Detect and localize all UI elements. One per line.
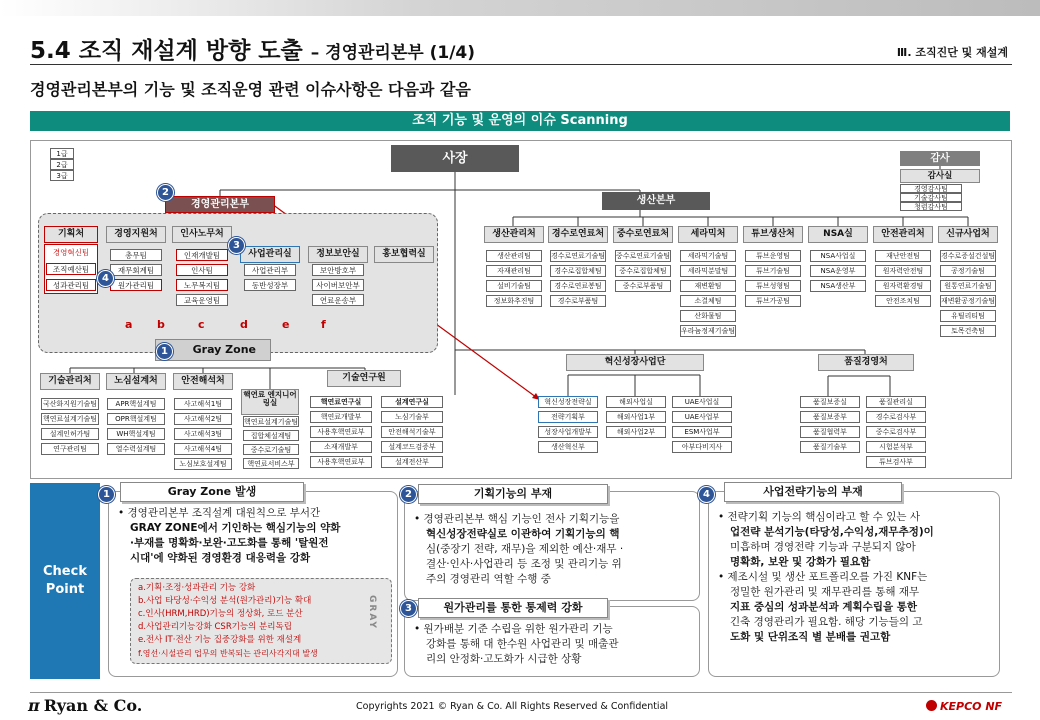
check-card-2-text: • 경영관리본부 핵심 기능인 전사 기획기능을 혁신성장전략실로 이관하여 기획기능의 핵 심(중장기 전략, 재무)을 제외한 예산·재무 · 결산·인사·사업관리 등 조정 및 관리기능 위 주의 경영관리 역할 수행 중 <box>414 512 696 587</box>
kepco-logo <box>926 700 1002 713</box>
c4-line: 도화 및 단위조직 별 분배를 권고함 <box>730 631 891 643</box>
marker-1: 1 <box>156 343 173 360</box>
audit-team: 청렴감사팀 <box>900 202 962 211</box>
innovation-group: 혁신성장사업단 <box>566 354 704 371</box>
gray-letter: e <box>282 318 290 331</box>
c4-line: 정밀한 원가관리 및 재무관리를 통해 재무 <box>730 586 920 598</box>
team-item: 품질보증실 <box>800 396 860 408</box>
check-num-4: 4 <box>698 486 715 503</box>
team-item: 재무회계팀 <box>110 264 162 276</box>
team-item: OPR핵설계팀 <box>107 413 165 425</box>
c1-line: GRAY ZONE에서 기인하는 핵심기능의 약화 <box>130 522 341 534</box>
team-item: 사고해석4팀 <box>174 443 232 455</box>
team-item: 중수로기술팀 <box>243 444 299 455</box>
team-item: 노심보호설계팀 <box>174 458 232 470</box>
team-item: 설계전산부 <box>381 456 443 468</box>
team-item: 세라믹분말팀 <box>680 265 736 277</box>
c1-line: 경영관리본부 조직설계 대원칙으로 부서간 <box>127 507 321 519</box>
team-item: 원가관리팀 <box>110 279 162 291</box>
c4-line: 명확화, 보완 및 강화가 필요함 <box>730 556 871 568</box>
team-item: 재변환팀 <box>680 280 736 292</box>
team-item: 튜브운영팀 <box>745 250 801 262</box>
team-item: 핵연료연구실 <box>310 396 372 408</box>
title-sub: – 경영관리본부 (1/4) <box>310 43 476 63</box>
team-item: 재난안전팀 <box>875 250 931 262</box>
marker-4: 4 <box>97 270 114 287</box>
gray-letter: f <box>321 318 326 331</box>
team-item: 튜브성형팀 <box>745 280 801 292</box>
c3-line: 리의 안정화·고도화가 시급한 상황 <box>426 653 582 665</box>
gray-item: b.사업 타당성·수익성 분석(원가관리)기능 확대 <box>138 596 312 606</box>
team-item: ESM사업부 <box>672 426 732 438</box>
team-item: 경영혁신팀 <box>46 247 96 259</box>
team-item: 전략기획부 <box>538 411 598 423</box>
team-item: 성장사업개발부 <box>538 426 598 438</box>
c2-line: 결산·인사·사업관리 등 조정 및 관리기능 위 <box>426 558 622 570</box>
team-item: 핵연료서비스부 <box>243 458 299 469</box>
marker-2: 2 <box>157 184 174 201</box>
prod-division: 생산관리처 <box>484 226 544 243</box>
team-item: 중수로검사부 <box>866 426 926 438</box>
prod-division: 중수로연료처 <box>613 226 673 243</box>
check-card-3-text: • 원가배분 기준 수립을 위한 원가관리 기능 강화를 통해 대 한수원 사업관리 및 매출관 리의 안정화·고도화가 시급한 상황 <box>414 622 696 667</box>
team-item: 자재관리팀 <box>486 265 542 277</box>
team-item: 설비기술팀 <box>486 280 542 292</box>
team-item: 연료운송부 <box>312 294 364 306</box>
team-item: 경수로집합체팀 <box>550 265 606 277</box>
check-card-2-title: 기획기능의 부재 <box>418 484 608 504</box>
c1-line: ·부재를 명확화·보완·고도화를 통해 '탈원전 <box>130 537 329 549</box>
team-item: 중수로부품팀 <box>615 280 671 292</box>
div-pr: 홍보협력실 <box>374 246 434 263</box>
team-item: 해외사업2부 <box>606 426 666 438</box>
prod-division: 신규사업처 <box>938 226 998 243</box>
title-main: 5.4 조직 재설계 방향 도출 <box>30 38 303 64</box>
c4-line: 제조시설 및 생산 포트폴리오를 가진 KNF는 <box>727 571 928 583</box>
team-item: 경수로연료봉팀 <box>550 280 606 292</box>
team-item: 사고해석3팀 <box>174 428 232 440</box>
check-card-4-text: • 전략기획 기능의 핵심이라고 할 수 있는 사 업전략 분석기능(타당성,수익성,재무추정)이 미흡하며 경영전략 기능과 구분되지 않아 명확화, 보완 및 강화가 필요함 • 제조시설 및 생산 포트폴리오를 가진 KNF는 정밀한 원가관리 및 재무관리를 통해 재무 지표 중심의 성과분석과 계획수립을 통한 긴축 경영관리가 필요함. 해당 기능들의 고 도화 및 단위조직 별 분배를 권고함 <box>718 510 996 645</box>
team-item: 산화물팀 <box>680 310 736 322</box>
tech-division: 노심설계처 <box>106 373 166 390</box>
ryan-logo-text: Ryan & Co. <box>43 696 143 715</box>
team-item: APR핵설계팀 <box>107 398 165 410</box>
team-item: 아부다비지사 <box>672 441 732 453</box>
team-item: NSA운영부 <box>810 265 866 277</box>
team-item: 튜브검사부 <box>866 456 926 468</box>
prod-division: 튜브생산처 <box>743 226 803 243</box>
team-item: 소재개발부 <box>310 441 372 453</box>
kepco-logo-text: KEPCO NF <box>940 700 1003 713</box>
team-item: 우라늄정제기술팀 <box>681 327 736 335</box>
team-item: 튜브가공팀 <box>745 295 801 307</box>
team-item: 세라믹기술팀 <box>680 250 736 262</box>
team-item: 설계인허가팀 <box>41 428 99 440</box>
check-num-3: 3 <box>400 600 417 617</box>
team-item: 혁신성장전략실 <box>538 396 598 408</box>
team-item: 시험분석부 <box>866 441 926 453</box>
tech-division: 기술관리처 <box>40 373 100 390</box>
headline: 경영관리본부의 기능 및 조직운영 관련 이슈사항은 다음과 같음 <box>30 80 471 99</box>
team-item: 동반성장부 <box>244 279 296 291</box>
audit-team: 경영감사팀 <box>900 184 962 193</box>
prod-division: NSA실 <box>808 226 868 243</box>
team-item: 연구관리팀 <box>41 443 99 455</box>
team-item: 사용후핵연료부 <box>310 426 372 438</box>
c1-line: 시대'에 약화된 경영환경 대응력을 강화 <box>130 552 311 564</box>
gray-letter: b <box>157 318 165 331</box>
footer-divider <box>30 692 1012 693</box>
team-item: 핵연료설계기술팀 <box>244 418 299 426</box>
team-item: UAE사업실 <box>672 396 732 408</box>
team-item: 열수력설계팀 <box>107 443 165 455</box>
c4-line: 업전략 분석기능(타당성,수익성,재무추정)이 <box>730 526 934 538</box>
team-item: 인사팀 <box>176 264 228 276</box>
team-item: 해외사업1부 <box>606 411 666 423</box>
team-item: 원통연료기술팀 <box>940 280 996 292</box>
gray-zone-label: Gray Zone <box>155 339 271 361</box>
team-item: 사용후핵연료부 <box>310 456 372 468</box>
team-item: UAE사업부 <box>672 411 732 423</box>
gray-letter: a <box>125 318 133 331</box>
copyright: Copyrights 2021 © Ryan & Co. All Rights Reserved & Confidential <box>356 701 669 712</box>
team-item: 경수로증설건설팀 <box>941 252 996 260</box>
check-card-1-title: Gray Zone 발생 <box>120 482 304 502</box>
team-item: 품질관리실 <box>866 396 926 408</box>
scanning-banner: 조직 기능 및 운영의 이슈 Scanning <box>30 111 1010 131</box>
gray-item: e.전사 IT·전산 기능 집중강화를 위한 재설계 <box>138 635 302 645</box>
team-item: 품질보증부 <box>800 411 860 423</box>
team-item: 설계연구실 <box>381 396 443 408</box>
team-item: NSA사업실 <box>810 250 866 262</box>
check-card-4-title: 사업전략기능의 부재 <box>724 482 902 502</box>
kepco-logo-icon <box>926 700 937 711</box>
div-info-security: 정보보안실 <box>308 246 368 263</box>
team-item: 핵연료설계기술팀 <box>42 415 98 423</box>
team-item: 튜브기술팀 <box>745 265 801 277</box>
ryan-logo-icon: π <box>28 696 40 715</box>
team-item: 노심기술부 <box>381 411 443 423</box>
team-item: WH핵설계팀 <box>107 428 165 440</box>
c4-line: 전략기획 기능의 핵심이라고 할 수 있는 사 <box>727 511 920 523</box>
team-item: 핵연료개발부 <box>310 411 372 423</box>
c2-line: 혁신성장전략실로 이관하여 기획기능의 핵 <box>426 528 620 540</box>
ryan-logo <box>28 696 142 715</box>
gray-vertical-label: GRAY <box>367 595 377 630</box>
div-planning: 기획처 <box>44 226 98 243</box>
div-biz-mgmt: 사업관리실 <box>240 246 300 263</box>
gray-letter: d <box>240 318 248 331</box>
legend-grade-2: 2급 <box>50 159 74 170</box>
check-card-1-text: • 경영관리본부 조직설계 대원칙으로 부서간 GRAY ZONE에서 기인하는 핵심기능의 약화 ·부재를 명확화·보완·고도화를 통해 '탈원전 시대'에 약화된 경영환경 대응력을 강화 <box>118 506 394 566</box>
gray-item: d.사업관리기능강화 CSR기능의 분리독립 <box>138 622 292 632</box>
audit-team: 기술감사팀 <box>900 193 962 202</box>
team-item: 사고해석1팀 <box>174 398 232 410</box>
team-item: 사고해석2팀 <box>174 413 232 425</box>
c4-line: 지표 중심의 성과분석과 계획수립을 통한 <box>730 601 918 613</box>
team-item: 국산화지원기술팀 <box>42 400 98 408</box>
c4-line: 미흡하며 경영전략 기능과 구분되지 않아 <box>730 541 916 553</box>
ceo-box: 사장 <box>391 145 519 172</box>
team-item: 경수로연료기술팀 <box>551 252 606 260</box>
div-support: 경영지원처 <box>106 226 166 243</box>
c2-line: 심(중장기 전략, 재무)을 제외한 예산·재무 · <box>426 543 624 555</box>
team-item: 원자력환경팀 <box>875 280 931 292</box>
team-item: 경수로부품팀 <box>550 295 606 307</box>
team-item: 교육운영팀 <box>176 294 228 306</box>
team-item: 생산관리팀 <box>486 250 542 262</box>
c3-line: 강화를 통해 대 한수원 사업관리 및 매출관 <box>426 638 619 650</box>
team-item: 성과관리팀 <box>46 279 96 291</box>
audit-box: 감사 <box>900 151 980 166</box>
gray-item: f.영선·시설관리 업무의 반복되는 관리사각지대 발생 <box>138 649 318 658</box>
team-item: 집합체설계팀 <box>243 430 299 441</box>
team-item: NSA생산부 <box>810 280 866 292</box>
team-item: 생산혁신부 <box>538 441 598 453</box>
team-item: 인재개발팀 <box>176 249 228 261</box>
quality-div: 품질경영처 <box>818 354 914 371</box>
div-hr: 인사노무처 <box>172 226 232 243</box>
section-label: Ⅲ. 조직진단 및 재설계 <box>896 46 1008 59</box>
team-item: 품질기술부 <box>800 441 860 453</box>
check-point-label: Check Point <box>30 483 100 679</box>
gray-item: a.기획·조정·성과관리 기능 강화 <box>138 583 256 593</box>
team-item: 노무복지팀 <box>176 279 228 291</box>
tech-division: 안전해석처 <box>173 373 233 390</box>
audit-office: 감사실 <box>900 169 980 183</box>
check-num-1: 1 <box>98 486 115 503</box>
team-item: 공정기술팀 <box>940 265 996 277</box>
team-item: 정보화추진팀 <box>486 295 542 307</box>
c2-line: 경영관리본부 핵심 기능인 전사 기획기능을 <box>423 513 620 525</box>
c3-line: 원가배분 기준 수립을 위한 원가관리 기능 <box>423 623 613 635</box>
hq-mgmt-box: 경영관리본부 <box>165 196 275 213</box>
team-item: 안전조치팀 <box>875 295 931 307</box>
gray-item: c.인사(HRM,HRD)기능의 정상화, 로드 분산 <box>138 609 303 619</box>
prod-division: 경수로연료처 <box>548 226 608 243</box>
team-item: 유틸리티팀 <box>940 310 996 322</box>
team-item: 안전해석기술부 <box>381 426 443 438</box>
research-institute: 기술연구원 <box>327 370 401 387</box>
team-item: 중수로연료기술팀 <box>616 252 671 260</box>
marker-3: 3 <box>228 237 245 254</box>
check-card-3-title: 원가관리를 통한 통제력 강화 <box>418 598 608 618</box>
team-item: 소결체팀 <box>680 295 736 307</box>
team-item: 원자력안전팀 <box>875 265 931 277</box>
team-item: 보안방호부 <box>312 264 364 276</box>
team-item: 경수로검사부 <box>866 411 926 423</box>
team-item: 중수로집합체팀 <box>615 265 671 277</box>
team-item: 사업관리부 <box>244 264 296 276</box>
c2-line: 주의 경영관리 역할 수행 중 <box>426 573 551 585</box>
team-item: 조직예산팀 <box>46 263 96 275</box>
c4-line: 긴축 경영관리가 필요함. 해당 기능들의 고 <box>730 616 923 628</box>
fuel-eng-office: 핵연료 엔지니어링실 <box>241 389 299 415</box>
legend-grade-3: 3급 <box>50 170 74 181</box>
hq-prod-box: 생산본부 <box>602 192 710 210</box>
team-item: 설계코드검증부 <box>381 441 443 453</box>
team-item: 해외사업실 <box>606 396 666 408</box>
team-item: 토목건축팀 <box>940 325 996 337</box>
team-item: 총무팀 <box>110 249 162 261</box>
prod-division: 세라믹처 <box>678 226 738 243</box>
team-item: 품질협력부 <box>800 426 860 438</box>
prod-division: 안전관리처 <box>873 226 933 243</box>
legend-grade-1: 1급 <box>50 148 74 159</box>
check-num-2: 2 <box>400 486 417 503</box>
gray-letter: c <box>198 318 205 331</box>
team-item: 재변환공정기술팀 <box>941 297 996 305</box>
team-item: 사이버보안부 <box>312 279 364 291</box>
